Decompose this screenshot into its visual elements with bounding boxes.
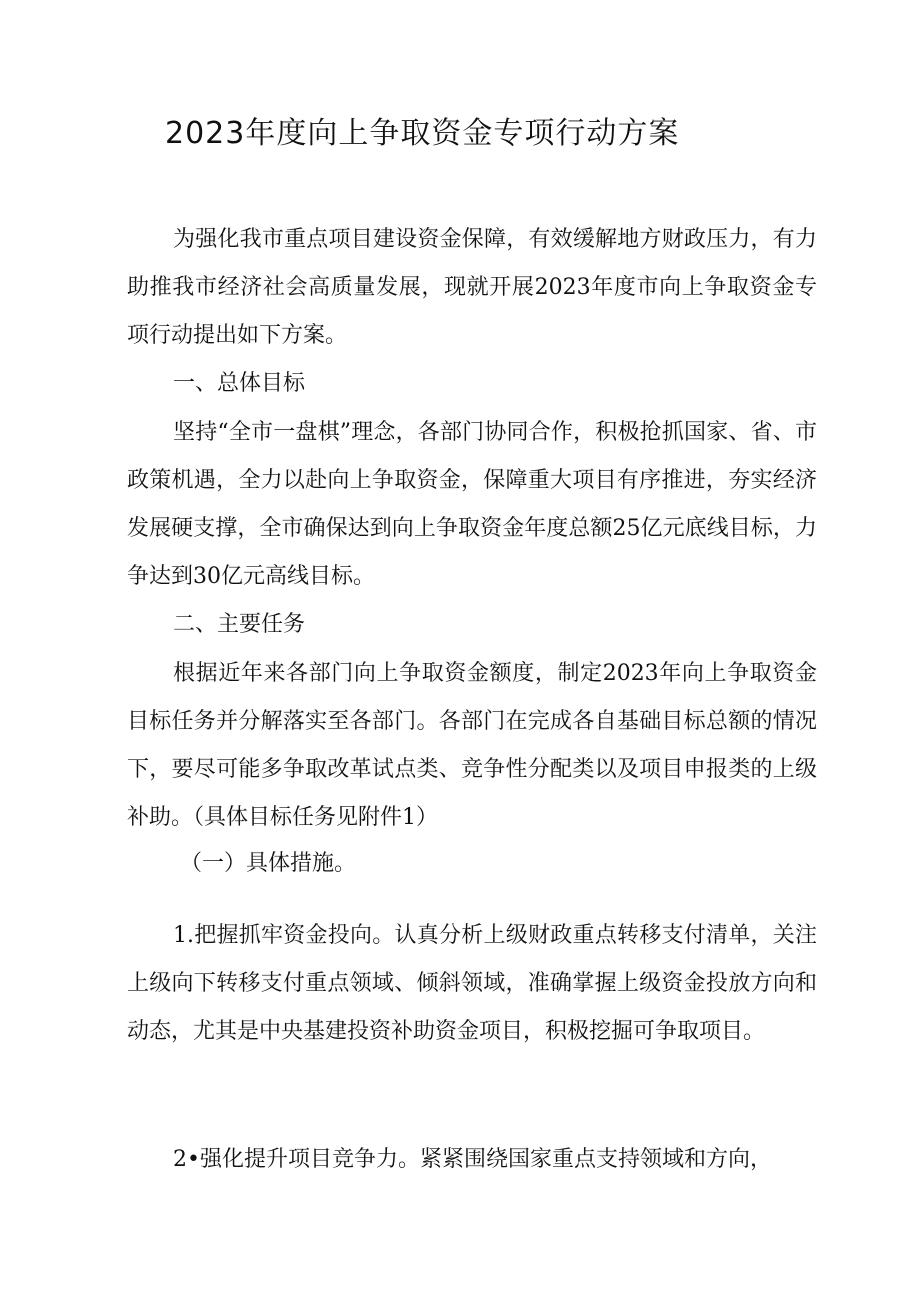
section-heading-main-tasks: 二、主要任务 [173,612,306,637]
intro-paragraph: 为强化我市重点项目建设资金保障，有效缓解地方财政压力，有力助推我市经济社会高质量发展，现就开展2023年度市向上争取资金专项行动提出如下方案。 [127,227,817,348]
measure-1-paragraph: 1.把握抓牢资金投向。认真分析上级财政重点转移支付清单，关注上级向下转移支付重点领域、倾斜领域，准确掌握上级资金投放方向和动态，尤其是中央基建投资补助资金项目，积极挖掘可争取项目。 [127,923,817,1044]
section-heading-overall-goal: 一、总体目标 [173,371,306,396]
overall-goal-paragraph: 坚持“全市一盘棋”理念，各部门协同合作，积极抢抓国家、省、市政策机遇，全力以赴向上争取资金，保障重大项目有序推进，夯实经济发展硬支撑，全市确保达到向上争取资金年度总额25亿元底线目标，力争达到30亿元高线目标。 [127,420,817,589]
document-title: 2023年度向上争取资金专项行动方案 [165,116,680,151]
main-tasks-paragraph: 根据近年来各部门向上争取资金额度，制定2023年向上争取资金目标任务并分解落实至各部门。各部门在完成各自基础目标总额的情况下，要尽可能多争取改革试点类、竞争性分配类以及项目申报类的上级补助。（具体目标任务见附件1） [127,661,817,830]
subsection-heading-measures: （一）具体措施。 [180,851,357,876]
measure-2-paragraph: 2•强化提升项目竞争力。紧紧围绕国家重点支持领域和方向， [173,1147,772,1172]
